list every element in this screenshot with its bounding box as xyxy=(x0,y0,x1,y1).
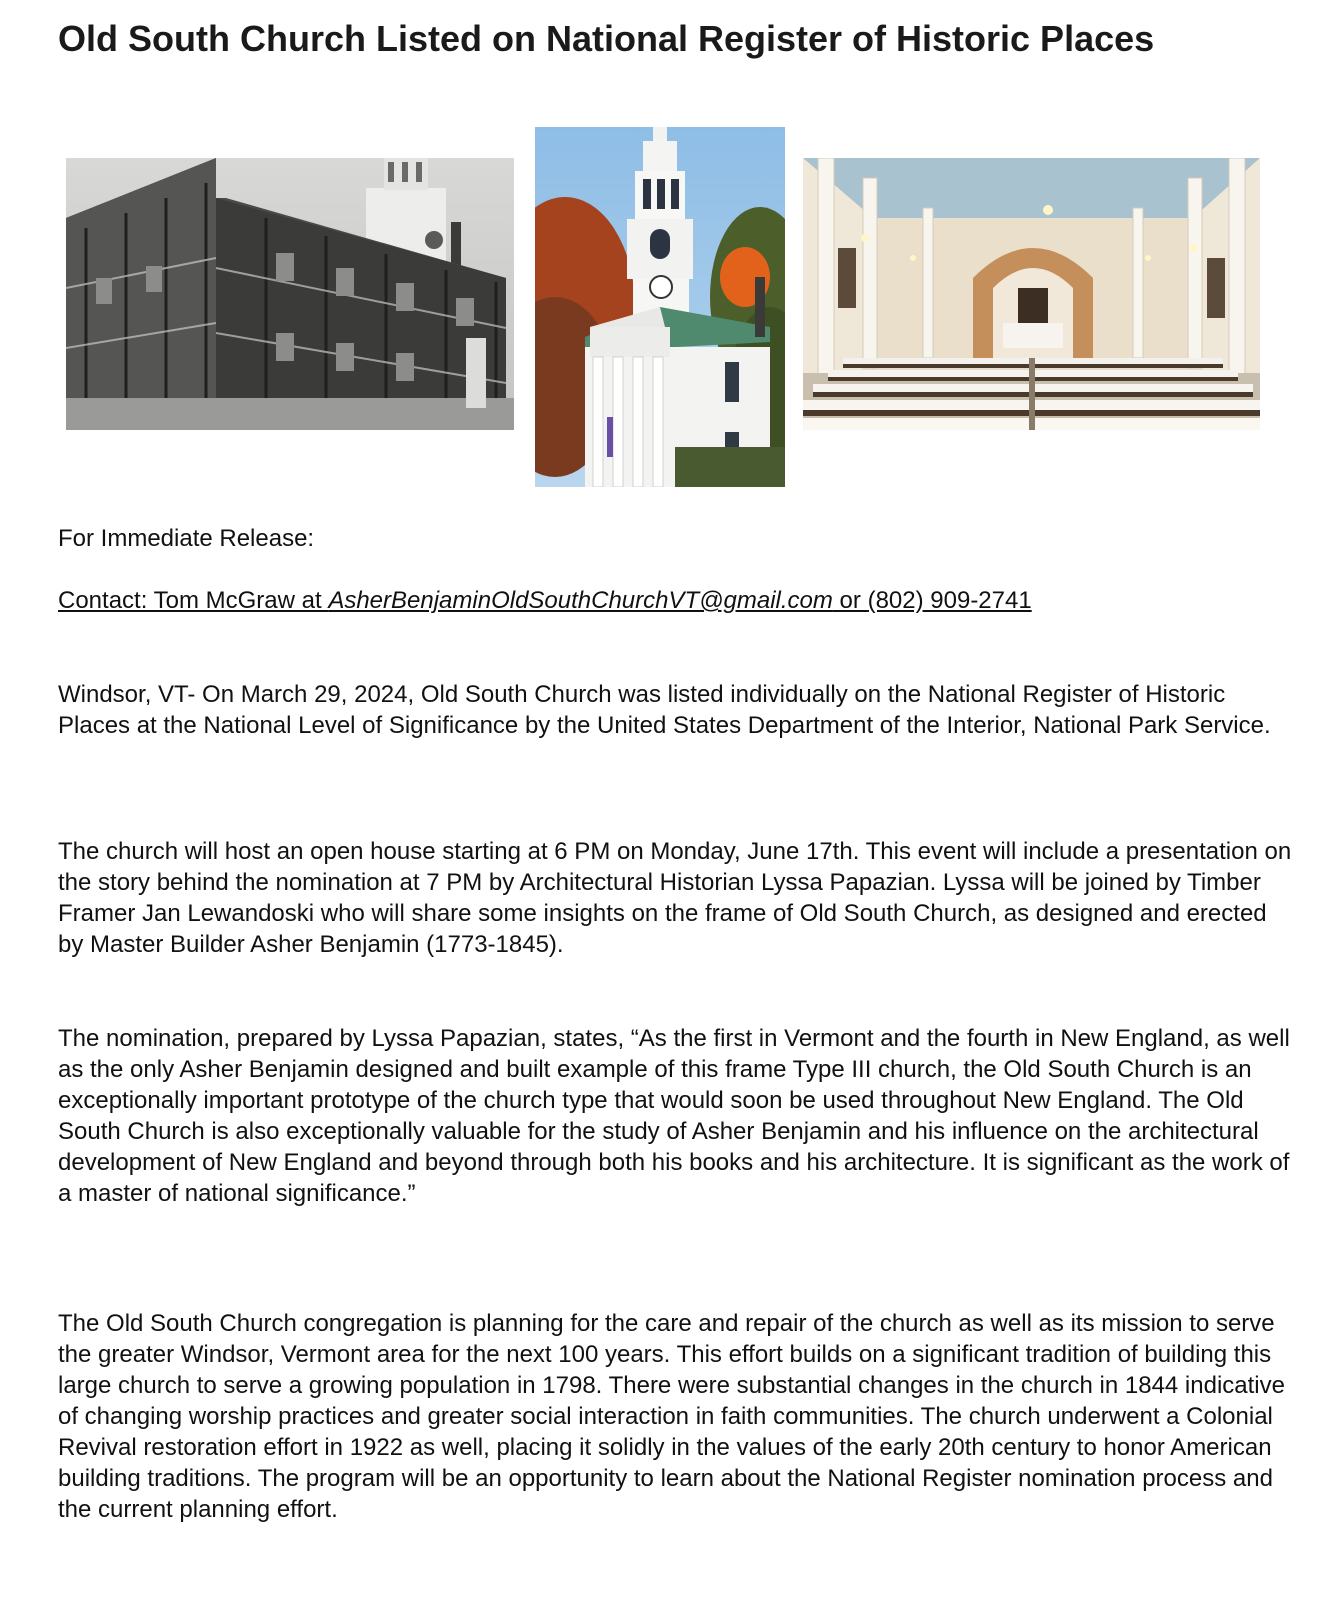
contact-phone: (802) 909-2741 xyxy=(867,587,1032,614)
contact-email-link[interactable]: AsherBenjaminOldSouthChurchVT@gmail.com xyxy=(328,587,833,614)
paragraph-open-house: The church will host an open house starting at 6 PM on Monday, June 17th. This event will include a presentation on the story behind the nomination at 7 PM by Architectural Historian Lyssa Papazian. Lyssa will be joined by Timber Framer Jan Lewandoski who will share some insights on the frame of Old South Church, as designed and erected by Master Builder Asher Benjamin (1773-1845). xyxy=(58,838,1292,958)
church-interior-photo xyxy=(803,158,1260,430)
contact-line xyxy=(58,585,1032,616)
historic-church-photo xyxy=(66,158,514,430)
church-steeple-photo xyxy=(535,127,785,487)
contact-separator: or xyxy=(832,587,868,614)
paragraph-listing: Windsor, VT- On March 29, 2024, Old South Church was listed individually on the National Register of Historic Places at the National Level of Significance by the United States Department of the Interior, National Park Service. xyxy=(58,681,1271,739)
paragraph-nomination-quote: The nomination, prepared by Lyssa Papazian, states, “As the first in Vermont and the fourth in New England, as well as the only Asher Benjamin designed and built example of this frame Type III church, the Old South Church is an exceptionally important prototype of the church type that would soon be used throughout New England. The Old South Church is also exceptionally valuable for the study of Asher Benjamin and his influence on the architectural development of New England and beyond through both his books and his architecture. It is significant as the work of a master of national significance.” xyxy=(58,1025,1290,1207)
contact-prefix: Contact: Tom McGraw at xyxy=(58,587,329,614)
release-label: For Immediate Release: xyxy=(58,525,315,552)
page-title: Old South Church Listed on National Register of Historic Places xyxy=(58,18,1155,59)
paragraph-congregation-plans: The Old South Church congregation is planning for the care and repair of the church as well as its mission to serve the greater Windsor, Vermont area for the next 100 years. This effort builds on a significant tradition of building this large church to serve a growing population in 1798. There were substantial changes in the church in 1844 indicative of changing worship practices and greater social interaction in faith communities. The church underwent a Colonial Revival restoration effort in 1922 as well, placing it solidly in the values of the early 20th century to honor American building traditions. The program will be an opportunity to learn about the National Register nomination process and the current planning effort. xyxy=(58,1310,1285,1523)
